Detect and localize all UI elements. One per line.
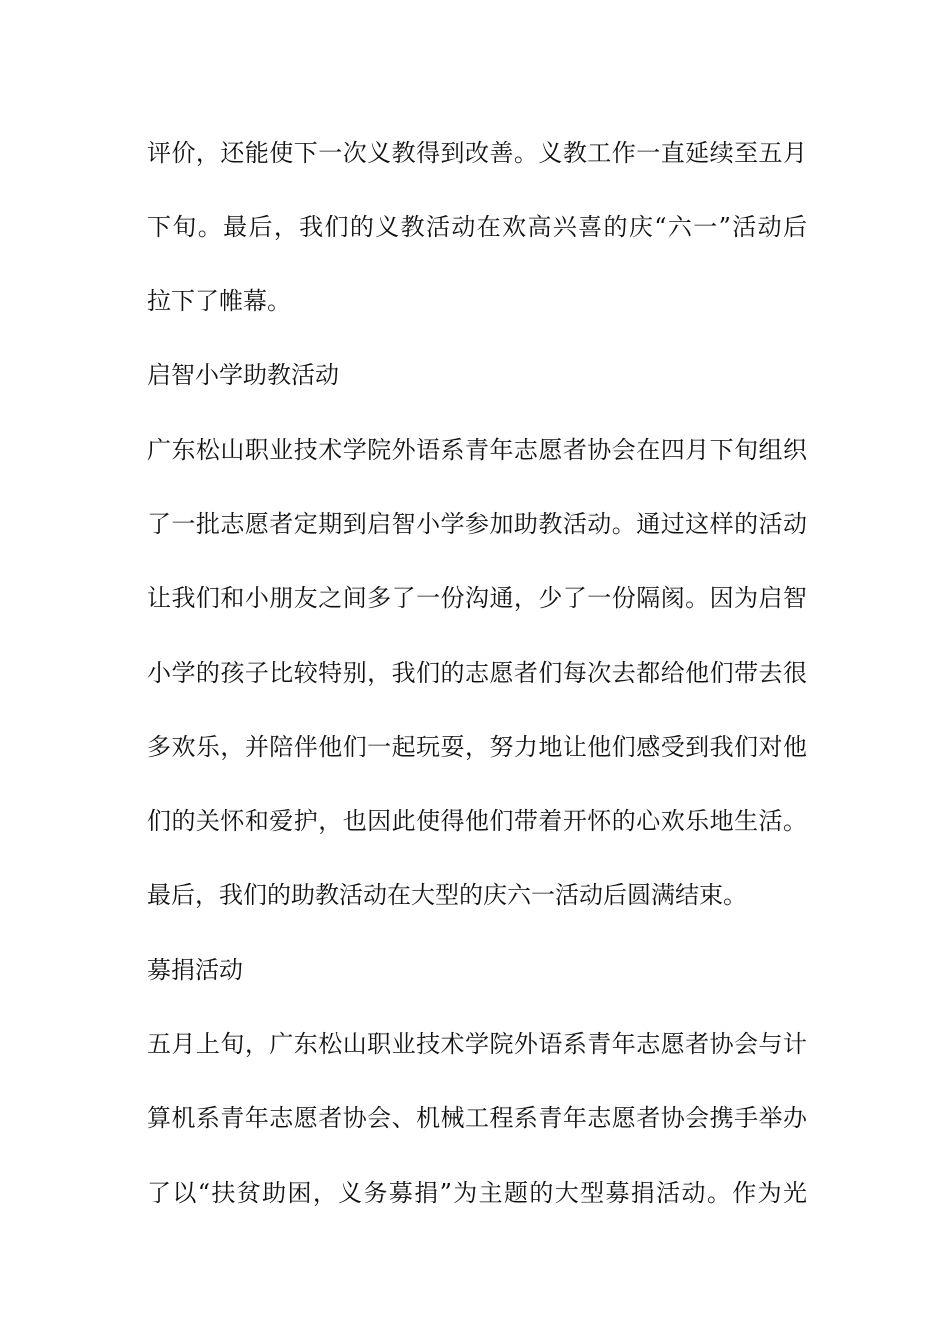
section-heading: 募捐活动 <box>147 956 243 984</box>
text-line: 了一批志愿者定期到启智小学参加助教活动。通过这样的活动 <box>147 510 807 538</box>
text-line: 让我们和小朋友之间多了一份沟通，少了一份隔阂。因为启智 <box>147 584 807 612</box>
text-line: 最后，我们的助教活动在大型的庆六一活动后圆满结束。 <box>147 881 747 909</box>
text-line: 评价，还能使下一次义教得到改善。义教工作一直延续至五月 <box>147 139 807 167</box>
text-line: 算机系青年志愿者协会、机械工程系青年志愿者协会携手举办 <box>147 1104 807 1132</box>
section-heading: 启智小学助教活动 <box>147 361 339 389</box>
text-line: 广东松山职业技术学院外语系青年志愿者协会在四月下旬组织 <box>147 436 807 464</box>
text-line: 多欢乐，并陪伴他们一起玩耍，努力地让他们感受到我们对他 <box>147 733 807 761</box>
text-line: 下旬。最后，我们的义教活动在欢高兴喜的庆“六一”活动后 <box>147 213 807 241</box>
text-line: 五月上旬，广东松山职业技术学院外语系青年志愿者协会与计 <box>147 1030 807 1058</box>
text-line: 拉下了帷幕。 <box>147 287 291 315</box>
text-line: 了以“扶贫助困，义务募捐”为主题的大型募捐活动。作为光 <box>147 1179 807 1207</box>
text-line: 小学的孩子比较特别，我们的志愿者们每次去都给他们带去很 <box>147 659 807 687</box>
text-line: 们的关怀和爱护，也因此使得他们带着开怀的心欢乐地生活。 <box>147 807 807 835</box>
